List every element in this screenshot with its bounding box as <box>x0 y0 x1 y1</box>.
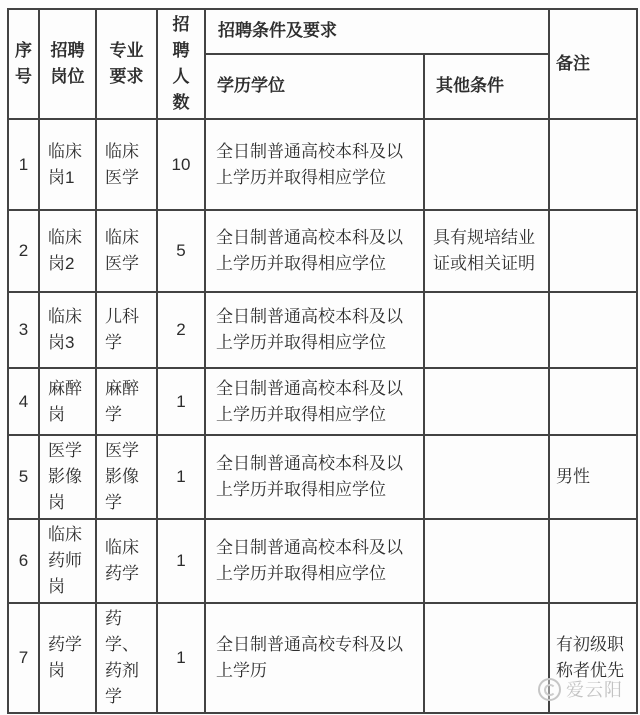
cell-serial: 2 <box>8 210 39 292</box>
cell-remark <box>549 519 637 603</box>
cell-remark: 有初级职称者优先 <box>549 603 637 713</box>
header-remark: 备注 <box>549 9 637 119</box>
cell-position: 临床岗1 <box>39 119 96 210</box>
header-row-top <box>8 9 637 54</box>
cell-other-conditions <box>424 603 549 713</box>
cell-serial: 1 <box>8 119 39 210</box>
cell-position: 临床药师岗 <box>39 519 96 603</box>
cell-education: 全日制普通高校专科及以上学历 <box>205 603 424 713</box>
table-row <box>8 519 637 603</box>
cell-serial: 4 <box>8 368 39 435</box>
header-education-degree: 学历学位 <box>205 54 424 119</box>
cell-major: 临床药学 <box>96 519 157 603</box>
cell-remark: 男性 <box>549 435 637 519</box>
cell-position: 临床岗3 <box>39 292 96 368</box>
header-serial-number: 序号 <box>8 9 39 119</box>
cell-headcount: 2 <box>157 292 205 368</box>
cell-position: 麻醉岗 <box>39 368 96 435</box>
cell-position: 临床岗2 <box>39 210 96 292</box>
cell-other-conditions <box>424 519 549 603</box>
cell-other-conditions <box>424 292 549 368</box>
header-position: 招聘岗位 <box>39 9 96 119</box>
cell-education: 全日制普通高校本科及以上学历并取得相应学位 <box>205 519 424 603</box>
cell-major: 医学影像学 <box>96 435 157 519</box>
header-other-conditions: 其他条件 <box>424 54 549 119</box>
cell-remark <box>549 292 637 368</box>
cell-major: 儿科学 <box>96 292 157 368</box>
cell-other-conditions <box>424 119 549 210</box>
recruitment-table <box>7 8 638 714</box>
cell-education: 全日制普通高校本科及以上学历并取得相应学位 <box>205 119 424 210</box>
cell-major: 临床医学 <box>96 210 157 292</box>
cell-position: 医学影像岗 <box>39 435 96 519</box>
cell-serial: 5 <box>8 435 39 519</box>
cell-headcount: 1 <box>157 603 205 713</box>
table-row <box>8 292 637 368</box>
cell-serial: 7 <box>8 603 39 713</box>
cell-education: 全日制普通高校本科及以上学历并取得相应学位 <box>205 292 424 368</box>
cell-headcount: 1 <box>157 435 205 519</box>
cell-education: 全日制普通高校本科及以上学历并取得相应学位 <box>205 435 424 519</box>
cell-education: 全日制普通高校本科及以上学历并取得相应学位 <box>205 368 424 435</box>
cell-major: 药学、药剂学 <box>96 603 157 713</box>
recruitment-positions-table <box>7 8 638 714</box>
header-major-requirement: 专业要求 <box>96 9 157 119</box>
cell-other-conditions <box>424 368 549 435</box>
cell-other-conditions: 具有规培结业证或相关证明 <box>424 210 549 292</box>
cell-serial: 6 <box>8 519 39 603</box>
table-row <box>8 435 637 519</box>
cell-remark <box>549 368 637 435</box>
cell-education: 全日制普通高校本科及以上学历并取得相应学位 <box>205 210 424 292</box>
cell-remark <box>549 210 637 292</box>
table-row <box>8 119 637 210</box>
table-row <box>8 368 637 435</box>
cell-position: 药学岗 <box>39 603 96 713</box>
table-row <box>8 603 637 713</box>
cell-other-conditions <box>424 435 549 519</box>
cell-headcount: 10 <box>157 119 205 210</box>
table-row <box>8 210 637 292</box>
header-headcount: 招聘人数 <box>157 9 205 119</box>
cell-major: 临床医学 <box>96 119 157 210</box>
cell-serial: 3 <box>8 292 39 368</box>
cell-headcount: 1 <box>157 368 205 435</box>
cell-headcount: 1 <box>157 519 205 603</box>
header-conditions-group: 招聘条件及要求 <box>205 9 549 54</box>
cell-remark <box>549 119 637 210</box>
cell-headcount: 5 <box>157 210 205 292</box>
watermark-text: 爱云阳 <box>566 680 623 700</box>
cell-major: 麻醉学 <box>96 368 157 435</box>
